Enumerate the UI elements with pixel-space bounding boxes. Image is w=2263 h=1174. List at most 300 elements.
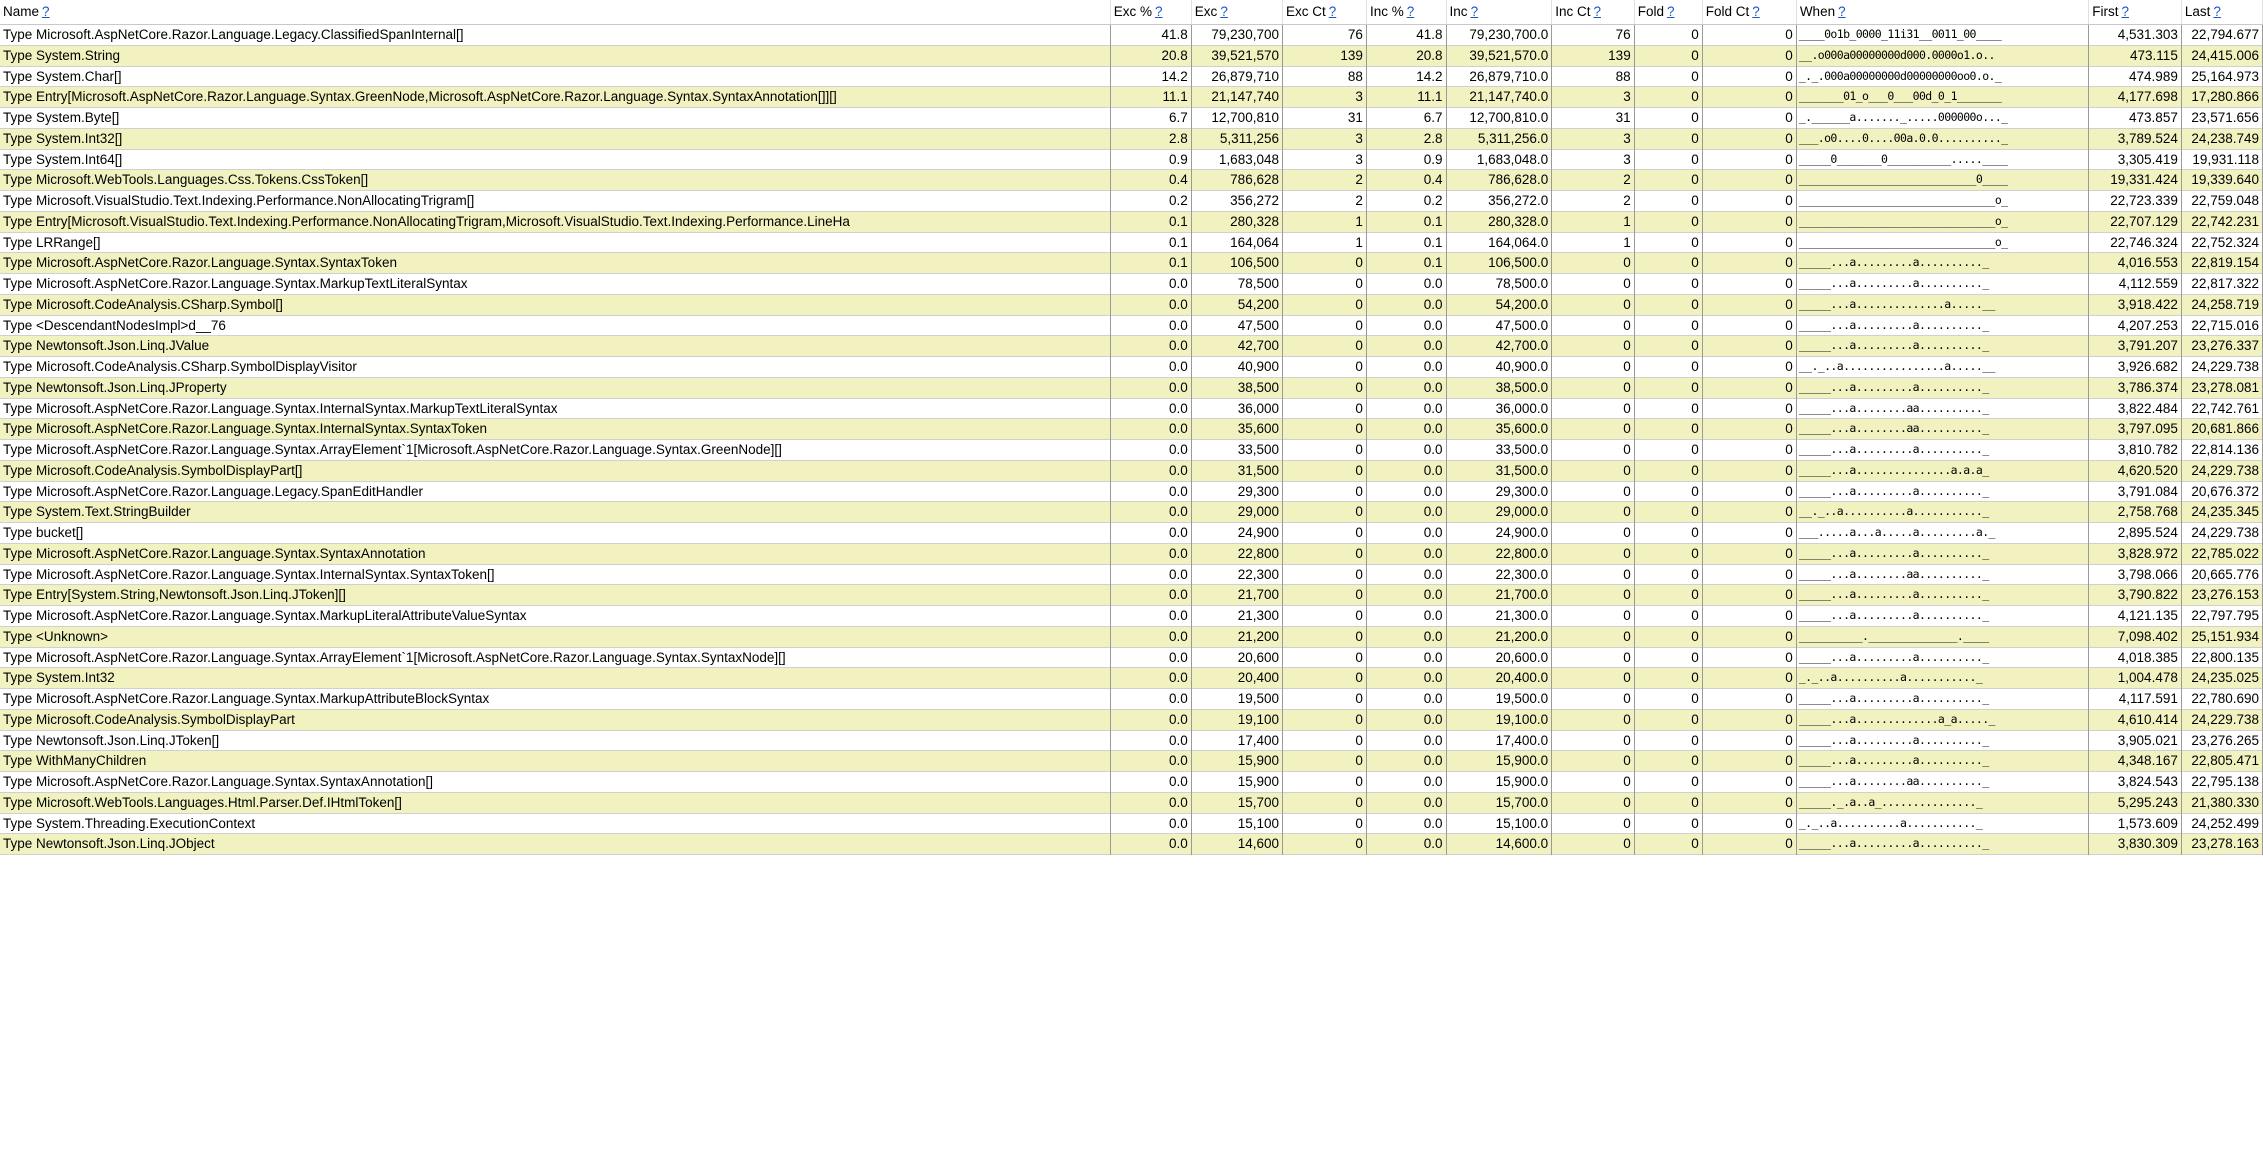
cell-inc-ct: 0	[1552, 709, 1635, 730]
cell-fold: 0	[1634, 108, 1702, 129]
table-row[interactable]	[0, 66, 2263, 87]
cell-fold-ct: 0	[1702, 689, 1796, 710]
cell-name: Type Microsoft.CodeAnalysis.CSharp.Symbol[]	[0, 294, 1110, 315]
cell-fold-ct: 0	[1702, 294, 1796, 315]
cell-when: _____...a.........a.........._	[1796, 543, 2088, 564]
grid-body	[0, 25, 2263, 855]
cell-exc-ct: 0	[1282, 813, 1366, 834]
cell-fold-ct: 0	[1702, 25, 1796, 46]
cell-first: 3,828.972	[2089, 543, 2182, 564]
cell-fold-ct: 0	[1702, 834, 1796, 855]
cell-inc-pct: 0.0	[1366, 460, 1446, 481]
cell-name: Type System.Int64[]	[0, 149, 1110, 170]
cell-exc: 21,700	[1191, 585, 1282, 606]
table-row[interactable]	[0, 315, 2263, 336]
cell-fold: 0	[1634, 66, 1702, 87]
column-header-label: Exc	[1194, 4, 1218, 19]
cell-last: 19,931.118	[2181, 149, 2262, 170]
cell-name: Type Microsoft.AspNetCore.Razor.Language.Syntax.MarkupLiteralAttributeValueSyntax	[0, 606, 1110, 627]
table-row[interactable]	[0, 626, 2263, 647]
cell-exc-pct: 0.0	[1110, 668, 1191, 689]
cell-last: 21,380.330	[2181, 792, 2262, 813]
cell-first: 3,905.021	[2089, 730, 2182, 751]
cell-first: 3,786.374	[2089, 377, 2182, 398]
cell-when: _____...a.........a.........._	[1796, 647, 2088, 668]
cell-exc: 786,628	[1191, 170, 1282, 191]
column-header-first[interactable]	[2089, 0, 2182, 25]
cell-inc-pct: 0.0	[1366, 730, 1446, 751]
cell-exc-ct: 3	[1282, 149, 1366, 170]
cell-name: Type Microsoft.AspNetCore.Razor.Language.Syntax.SyntaxAnnotation	[0, 543, 1110, 564]
cell-fold: 0	[1634, 772, 1702, 793]
cell-last: 22,715.016	[2181, 315, 2262, 336]
cell-name: Type Microsoft.AspNetCore.Razor.Language.Legacy.SpanEditHandler	[0, 481, 1110, 502]
cell-inc-ct: 0	[1552, 481, 1635, 502]
cell-name: Type Microsoft.CodeAnalysis.SymbolDisplayPart[]	[0, 460, 1110, 481]
cell-inc: 14,600.0	[1446, 834, 1552, 855]
cell-inc-pct: 11.1	[1366, 87, 1446, 108]
column-header-exc-ct[interactable]	[1282, 0, 1366, 25]
cell-exc: 15,900	[1191, 751, 1282, 772]
table-row[interactable]	[0, 543, 2263, 564]
cell-exc-pct: 20.8	[1110, 45, 1191, 66]
cell-fold: 0	[1634, 170, 1702, 191]
cell-first: 3,305.419	[2089, 149, 2182, 170]
cell-inc: 19,100.0	[1446, 709, 1552, 730]
cell-name: Type WithManyChildren	[0, 751, 1110, 772]
column-help-link[interactable]: ?	[1155, 4, 1163, 19]
cell-when: _____...a.........a.........._	[1796, 689, 2088, 710]
cell-last: 23,278.081	[2181, 377, 2262, 398]
cell-fold: 0	[1634, 149, 1702, 170]
table-row[interactable]	[0, 834, 2263, 855]
cell-first: 3,791.207	[2089, 336, 2182, 357]
cell-exc-ct: 2	[1282, 170, 1366, 191]
cell-fold-ct: 0	[1702, 606, 1796, 627]
cell-exc: 1,683,048	[1191, 149, 1282, 170]
cell-when: _______01_o___0___00d_0_1_______	[1796, 87, 2088, 108]
table-row[interactable]	[0, 689, 2263, 710]
cell-fold: 0	[1634, 585, 1702, 606]
cell-exc: 5,311,256	[1191, 128, 1282, 149]
table-row[interactable]	[0, 481, 2263, 502]
column-header-name[interactable]	[0, 0, 1110, 25]
cell-last: 24,235.025	[2181, 668, 2262, 689]
cell-inc: 38,500.0	[1446, 377, 1552, 398]
cell-name: Type System.Text.StringBuilder	[0, 502, 1110, 523]
cell-exc-pct: 0.0	[1110, 398, 1191, 419]
cell-when: _____...a........aa.........._	[1796, 564, 2088, 585]
cell-inc-ct: 2	[1552, 191, 1635, 212]
cell-when: _____...a.........a.........._	[1796, 585, 2088, 606]
cell-inc-pct: 0.1	[1366, 253, 1446, 274]
cell-exc-ct: 0	[1282, 543, 1366, 564]
cell-first: 3,830.309	[2089, 834, 2182, 855]
cell-exc-pct: 0.0	[1110, 460, 1191, 481]
column-help-link[interactable]: ?	[1328, 4, 1337, 19]
cell-inc-ct: 1	[1552, 232, 1635, 253]
cell-last: 20,665.776	[2181, 564, 2262, 585]
cell-fold-ct: 0	[1702, 274, 1796, 295]
table-row[interactable]	[0, 398, 2263, 419]
table-row[interactable]	[0, 419, 2263, 440]
cell-first: 473.857	[2089, 108, 2182, 129]
column-header-inc-pct[interactable]	[1366, 0, 1446, 25]
cell-fold-ct: 0	[1702, 128, 1796, 149]
cell-inc: 42,700.0	[1446, 336, 1552, 357]
cell-last: 19,339.640	[2181, 170, 2262, 191]
cell-inc: 15,900.0	[1446, 751, 1552, 772]
cell-first: 22,746.324	[2089, 232, 2182, 253]
table-row[interactable]	[0, 377, 2263, 398]
column-header-last[interactable]	[2181, 0, 2262, 25]
cell-fold: 0	[1634, 523, 1702, 544]
cell-first: 3,824.543	[2089, 772, 2182, 793]
cell-when: _.______a......._.....000000o..._	[1796, 108, 2088, 129]
cell-fold: 0	[1634, 87, 1702, 108]
cell-when: _______________________________o_	[1796, 211, 2088, 232]
cell-inc-ct: 0	[1552, 274, 1635, 295]
table-row[interactable]	[0, 128, 2263, 149]
cell-fold: 0	[1634, 730, 1702, 751]
cell-when: _______________________________o_	[1796, 232, 2088, 253]
cell-exc-ct: 88	[1282, 66, 1366, 87]
cell-fold: 0	[1634, 502, 1702, 523]
cell-name: Type Microsoft.AspNetCore.Razor.Language.Syntax.ArrayElement`1[Microsoft.AspNetCore.Razor.Language.Syntax.GreenNode][]	[0, 440, 1110, 461]
table-row[interactable]	[0, 523, 2263, 544]
cell-name: Type Microsoft.VisualStudio.Text.Indexing.Performance.NonAllocatingTrigram[]	[0, 191, 1110, 212]
cell-fold-ct: 0	[1702, 211, 1796, 232]
cell-exc: 20,400	[1191, 668, 1282, 689]
cell-last: 24,258.719	[2181, 294, 2262, 315]
table-row[interactable]	[0, 502, 2263, 523]
cell-when: _____...a...............a.a.a_	[1796, 460, 2088, 481]
cell-exc: 12,700,810	[1191, 108, 1282, 129]
table-row[interactable]	[0, 336, 2263, 357]
header-row	[0, 0, 2263, 25]
cell-inc-pct: 0.0	[1366, 502, 1446, 523]
cell-inc-ct: 31	[1552, 108, 1635, 129]
table-row[interactable]	[0, 45, 2263, 66]
cell-exc: 19,100	[1191, 709, 1282, 730]
cell-name: Type Microsoft.AspNetCore.Razor.Language.Syntax.InternalSyntax.SyntaxToken[]	[0, 564, 1110, 585]
cell-inc-ct: 0	[1552, 336, 1635, 357]
column-header-label: Last	[2184, 4, 2211, 19]
table-row[interactable]	[0, 730, 2263, 751]
cell-last: 22,780.690	[2181, 689, 2262, 710]
cell-first: 4,121.135	[2089, 606, 2182, 627]
cell-inc: 39,521,570.0	[1446, 45, 1552, 66]
cell-inc-pct: 0.0	[1366, 398, 1446, 419]
cell-fold-ct: 0	[1702, 45, 1796, 66]
cell-exc: 22,300	[1191, 564, 1282, 585]
table-row[interactable]	[0, 170, 2263, 191]
cell-inc: 17,400.0	[1446, 730, 1552, 751]
cell-last: 20,676.372	[2181, 481, 2262, 502]
cell-exc: 26,879,710	[1191, 66, 1282, 87]
table-row[interactable]	[0, 813, 2263, 834]
cell-inc: 5,311,256.0	[1446, 128, 1552, 149]
cell-inc-pct: 0.0	[1366, 772, 1446, 793]
column-header-label: Inc Ct	[1555, 4, 1591, 19]
cell-first: 22,707.129	[2089, 211, 2182, 232]
cell-exc: 40,900	[1191, 357, 1282, 378]
cell-first: 3,822.484	[2089, 398, 2182, 419]
cell-exc: 15,900	[1191, 772, 1282, 793]
cell-fold: 0	[1634, 25, 1702, 46]
cell-exc-pct: 0.0	[1110, 440, 1191, 461]
cell-exc-ct: 0	[1282, 253, 1366, 274]
cell-inc-pct: 0.1	[1366, 232, 1446, 253]
cell-fold-ct: 0	[1702, 87, 1796, 108]
cell-inc: 22,800.0	[1446, 543, 1552, 564]
cell-last: 23,278.163	[2181, 834, 2262, 855]
table-row[interactable]	[0, 751, 2263, 772]
cell-exc: 33,500	[1191, 440, 1282, 461]
cell-inc-ct: 3	[1552, 87, 1635, 108]
column-header-label: Fold	[1637, 4, 1664, 19]
table-row[interactable]	[0, 253, 2263, 274]
cell-fold-ct: 0	[1702, 709, 1796, 730]
cell-last: 22,785.022	[2181, 543, 2262, 564]
cell-fold: 0	[1634, 460, 1702, 481]
table-row[interactable]	[0, 25, 2263, 46]
cell-fold-ct: 0	[1702, 398, 1796, 419]
cell-fold-ct: 0	[1702, 647, 1796, 668]
cell-when: _____...a.........a.........._	[1796, 606, 2088, 627]
table-row[interactable]	[0, 149, 2263, 170]
cell-exc-pct: 0.0	[1110, 357, 1191, 378]
cell-inc-pct: 0.0	[1366, 668, 1446, 689]
table-row[interactable]	[0, 564, 2263, 585]
cell-exc: 19,500	[1191, 689, 1282, 710]
cell-exc: 20,600	[1191, 647, 1282, 668]
cell-fold-ct: 0	[1702, 481, 1796, 502]
column-header-exc-pct[interactable]	[1110, 0, 1191, 25]
cell-inc: 356,272.0	[1446, 191, 1552, 212]
cell-exc-ct: 0	[1282, 564, 1366, 585]
table-row[interactable]	[0, 647, 2263, 668]
table-row[interactable]	[0, 191, 2263, 212]
column-help-link[interactable]: ?	[2121, 4, 2129, 19]
cell-last: 22,742.761	[2181, 398, 2262, 419]
cell-inc-ct: 0	[1552, 772, 1635, 793]
cell-fold-ct: 0	[1702, 585, 1796, 606]
cell-inc: 19,500.0	[1446, 689, 1552, 710]
cell-exc-pct: 0.0	[1110, 523, 1191, 544]
cell-inc: 1,683,048.0	[1446, 149, 1552, 170]
column-help-link[interactable]: ?	[42, 4, 50, 19]
cell-inc-ct: 0	[1552, 253, 1635, 274]
cell-last: 23,571.656	[2181, 108, 2262, 129]
cell-exc-ct: 0	[1282, 274, 1366, 295]
cell-first: 3,926.682	[2089, 357, 2182, 378]
cell-fold: 0	[1634, 813, 1702, 834]
cell-exc: 14,600	[1191, 834, 1282, 855]
cell-inc-ct: 0	[1552, 730, 1635, 751]
table-row[interactable]	[0, 232, 2263, 253]
cell-inc-pct: 0.0	[1366, 606, 1446, 627]
cell-exc-ct: 0	[1282, 709, 1366, 730]
cell-name: Type <DescendantNodesImpl>d__76	[0, 315, 1110, 336]
cell-fold: 0	[1634, 440, 1702, 461]
cell-inc-pct: 0.0	[1366, 440, 1446, 461]
cell-exc-ct: 0	[1282, 606, 1366, 627]
cell-fold-ct: 0	[1702, 668, 1796, 689]
cell-when: __._..a..........a..........._	[1796, 502, 2088, 523]
column-help-link[interactable]: ?	[1406, 4, 1415, 19]
cell-exc: 38,500	[1191, 377, 1282, 398]
table-row[interactable]	[0, 668, 2263, 689]
column-help-link[interactable]: ?	[1593, 4, 1601, 19]
cell-exc-ct: 0	[1282, 668, 1366, 689]
cell-exc: 29,300	[1191, 481, 1282, 502]
cell-inc: 21,300.0	[1446, 606, 1552, 627]
cell-first: 4,016.553	[2089, 253, 2182, 274]
cell-inc-ct: 139	[1552, 45, 1635, 66]
table-row[interactable]	[0, 772, 2263, 793]
table-row[interactable]	[0, 87, 2263, 108]
cell-exc-ct: 0	[1282, 440, 1366, 461]
cell-fold: 0	[1634, 357, 1702, 378]
cell-name: Type Microsoft.WebTools.Languages.Css.Tokens.CssToken[]	[0, 170, 1110, 191]
column-header-label: Name	[3, 4, 40, 19]
cell-inc-pct: 0.0	[1366, 709, 1446, 730]
cell-when: _____...a.........a.........._	[1796, 730, 2088, 751]
cell-fold: 0	[1634, 45, 1702, 66]
cell-inc-pct: 0.0	[1366, 689, 1446, 710]
cell-inc: 15,900.0	[1446, 772, 1552, 793]
table-row[interactable]	[0, 709, 2263, 730]
cell-exc: 106,500	[1191, 253, 1282, 274]
cell-inc-ct: 0	[1552, 523, 1635, 544]
cell-when: _____...a.........a.........._	[1796, 834, 2088, 855]
column-header-exc[interactable]	[1191, 0, 1282, 25]
cell-first: 3,790.822	[2089, 585, 2182, 606]
column-header-inc[interactable]	[1446, 0, 1552, 25]
cell-fold: 0	[1634, 709, 1702, 730]
cell-first: 2,758.768	[2089, 502, 2182, 523]
cell-first: 4,112.559	[2089, 274, 2182, 295]
cell-exc-pct: 0.1	[1110, 253, 1191, 274]
cell-first: 473.115	[2089, 45, 2182, 66]
cell-when: _____...a.........a.........._	[1796, 274, 2088, 295]
cell-first: 1,573.609	[2089, 813, 2182, 834]
cell-when: _____0_______0__________.....____	[1796, 149, 2088, 170]
cell-exc-pct: 0.0	[1110, 419, 1191, 440]
cell-inc-pct: 0.0	[1366, 834, 1446, 855]
cell-fold: 0	[1634, 419, 1702, 440]
table-row[interactable]	[0, 274, 2263, 295]
cell-fold-ct: 0	[1702, 232, 1796, 253]
cell-last: 22,794.677	[2181, 25, 2262, 46]
cell-inc-ct: 3	[1552, 149, 1635, 170]
column-header-label: Exc %	[1113, 4, 1153, 19]
cell-last: 24,229.738	[2181, 357, 2262, 378]
cell-last: 24,238.749	[2181, 128, 2262, 149]
table-row[interactable]	[0, 585, 2263, 606]
table-row[interactable]	[0, 294, 2263, 315]
cell-fold: 0	[1634, 543, 1702, 564]
cell-fold-ct: 0	[1702, 66, 1796, 87]
cell-inc-ct: 0	[1552, 834, 1635, 855]
column-header-fold-ct[interactable]	[1702, 0, 1796, 25]
cell-exc-pct: 0.0	[1110, 730, 1191, 751]
column-help-link[interactable]: ?	[1666, 4, 1675, 19]
cell-fold: 0	[1634, 336, 1702, 357]
cell-when: _____...a.........a.........._	[1796, 336, 2088, 357]
cell-exc: 21,147,740	[1191, 87, 1282, 108]
cell-exc-ct: 0	[1282, 647, 1366, 668]
cell-exc: 39,521,570	[1191, 45, 1282, 66]
cell-when: ___.o0....0....00a.0.0.........._	[1796, 128, 2088, 149]
cell-exc-ct: 1	[1282, 232, 1366, 253]
cell-fold-ct: 0	[1702, 543, 1796, 564]
cell-name: Type Microsoft.AspNetCore.Razor.Language.Syntax.ArrayElement`1[Microsoft.AspNetCore.Razor.Language.Syntax.SyntaxNode][]	[0, 647, 1110, 668]
cell-exc-pct: 0.0	[1110, 315, 1191, 336]
column-help-link[interactable]: ?	[2213, 4, 2221, 19]
cell-inc-ct: 0	[1552, 647, 1635, 668]
cell-exc-ct: 0	[1282, 460, 1366, 481]
table-row[interactable]	[0, 108, 2263, 129]
table-row[interactable]	[0, 606, 2263, 627]
cell-exc-ct: 0	[1282, 377, 1366, 398]
column-header-label: First	[2092, 4, 2119, 19]
column-header-inc-ct[interactable]	[1552, 0, 1635, 25]
table-row[interactable]	[0, 211, 2263, 232]
column-header-fold[interactable]	[1634, 0, 1702, 25]
cell-exc: 29,000	[1191, 502, 1282, 523]
cell-last: 24,252.499	[2181, 813, 2262, 834]
cell-exc-ct: 2	[1282, 191, 1366, 212]
cell-inc: 31,500.0	[1446, 460, 1552, 481]
cell-fold: 0	[1634, 668, 1702, 689]
column-help-link[interactable]: ?	[1838, 4, 1846, 19]
table-row[interactable]	[0, 440, 2263, 461]
cell-fold-ct: 0	[1702, 170, 1796, 191]
cell-inc-pct: 0.0	[1366, 792, 1446, 813]
cell-last: 23,276.337	[2181, 336, 2262, 357]
cell-last: 25,164.973	[2181, 66, 2262, 87]
cell-fold: 0	[1634, 191, 1702, 212]
column-help-link[interactable]: ?	[1470, 4, 1479, 19]
cell-last: 24,229.738	[2181, 460, 2262, 481]
cell-when: ____0o1b_0000_11i31__0011_00____	[1796, 25, 2088, 46]
cell-exc-pct: 0.0	[1110, 564, 1191, 585]
cell-fold: 0	[1634, 274, 1702, 295]
cell-exc-ct: 0	[1282, 751, 1366, 772]
cell-inc-pct: 0.0	[1366, 751, 1446, 772]
cell-first: 2,895.524	[2089, 523, 2182, 544]
column-help-link[interactable]: ?	[1752, 4, 1760, 19]
table-row[interactable]	[0, 792, 2263, 813]
cell-inc-pct: 20.8	[1366, 45, 1446, 66]
cell-when: _____...a........aa.........._	[1796, 398, 2088, 419]
cell-exc: 15,100	[1191, 813, 1282, 834]
cell-fold-ct: 0	[1702, 336, 1796, 357]
column-header-when[interactable]	[1796, 0, 2088, 25]
cell-first: 1,004.478	[2089, 668, 2182, 689]
column-header-label: Inc	[1449, 4, 1468, 19]
cell-name: Type Entry[Microsoft.VisualStudio.Text.Indexing.Performance.NonAllocatingTrigram,Microsoft.VisualStudio.Text.Indexing.Performance.LineHa	[0, 211, 1110, 232]
cell-inc-pct: 0.0	[1366, 336, 1446, 357]
cell-inc: 40,900.0	[1446, 357, 1552, 378]
column-help-link[interactable]: ?	[1220, 4, 1228, 19]
cell-first: 4,177.698	[2089, 87, 2182, 108]
table-row[interactable]	[0, 357, 2263, 378]
table-row[interactable]	[0, 460, 2263, 481]
cell-exc: 280,328	[1191, 211, 1282, 232]
